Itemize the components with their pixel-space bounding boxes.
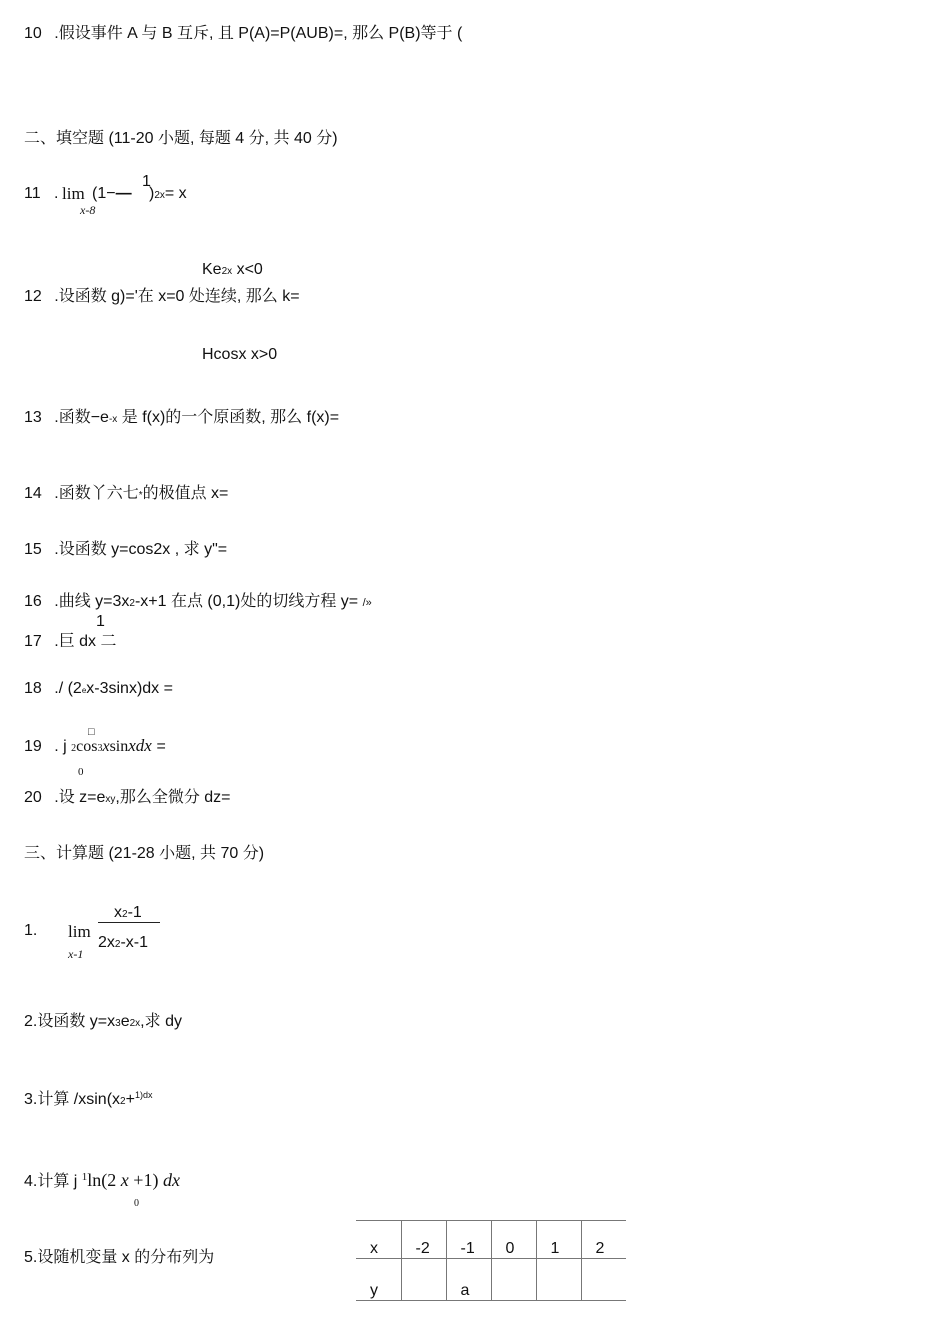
q19-x: x [102, 738, 110, 755]
q14-sub: * [138, 490, 143, 501]
c1-denom-b: -x-1 [120, 934, 149, 951]
q19-sub2: 2 [71, 743, 77, 754]
q16-tail: /» [362, 597, 372, 609]
q17-top: 1 [96, 613, 105, 630]
question-text: .巨 dx 二 [54, 633, 117, 650]
q11-rest: = x [164, 185, 187, 202]
c4-x: x [120, 1170, 129, 1190]
calc-2 [24, 1012, 182, 1032]
q11-expression [92, 184, 132, 204]
question-14 [24, 484, 228, 504]
q16-b: -x+1 在点 (0,1)处的切线方程 y= [134, 593, 363, 610]
c2-b: e [120, 1013, 130, 1030]
question-number: 19 [24, 738, 42, 755]
q19-sin: sin [109, 738, 129, 755]
question-text [54, 593, 372, 610]
c2-c: ,求 dy [140, 1013, 182, 1030]
question-number: 11 [24, 185, 41, 202]
c2-a: 2.设函数 y=x [24, 1013, 116, 1030]
q12-case-2: Hcosx x>0 [202, 346, 278, 363]
q18-a: ./ (2 [54, 680, 82, 697]
q13-b: 是 f(x)的一个原函数, 那么 f(x)= [117, 409, 340, 426]
question-number: 16 [24, 593, 42, 610]
question-text [54, 485, 228, 502]
c2-sub2: 2x [129, 1018, 141, 1029]
table-cell: y [356, 1259, 401, 1301]
q19-upper-limit: □ [88, 726, 95, 738]
calc-1-fraction-line [98, 922, 160, 923]
question-number: 17 [24, 633, 42, 650]
table-cell [491, 1259, 536, 1301]
question-17 [24, 632, 117, 652]
c2-sub1: 3 [115, 1018, 121, 1029]
q11-numerator: 1 [142, 173, 151, 190]
question-12 [24, 287, 300, 307]
table-cell [581, 1259, 626, 1301]
question-number: 14 [24, 485, 42, 502]
q12-case-1-b: x<0 [232, 261, 263, 278]
table-cell: x [356, 1221, 401, 1259]
q20-sub: xy [105, 794, 116, 805]
q12-case-1 [202, 260, 263, 280]
table-row [356, 1259, 626, 1301]
c3-sub: 2 [120, 1096, 126, 1107]
q11-open: (1− [92, 185, 116, 202]
c4-a: 4.计算 j [24, 1173, 82, 1190]
c4-d: +1) [128, 1170, 163, 1190]
q16-a: .曲线 y=3x [54, 593, 130, 610]
question-15 [24, 540, 227, 560]
c1-denom-sub: 2 [114, 939, 121, 950]
q13-a: .函数−e [54, 409, 109, 426]
q19-cos: cos [76, 738, 98, 755]
calc-1-numerator [114, 903, 142, 923]
question-13 [24, 408, 339, 428]
c1-numer-sub: 2 [122, 909, 128, 920]
section-3-title: 三、计算题 (21-28 小题, 共 70 分) [24, 845, 265, 862]
distribution-table [356, 1220, 626, 1301]
question-number: 13 [24, 409, 42, 426]
question-number: 10 [24, 25, 42, 42]
question-text [54, 738, 165, 755]
calc-1-number: 1. [24, 922, 38, 939]
q19-eq: = [151, 738, 166, 755]
table-cell: 0 [491, 1221, 536, 1259]
table-cell: 1 [536, 1221, 581, 1259]
q11-lim: lim [62, 184, 85, 203]
question-text: .设函数 y=cos2x , 求 y"= [54, 541, 228, 558]
q13-sub: -x [108, 414, 118, 425]
question-11 [24, 184, 41, 204]
q19-sub3: 3 [97, 743, 103, 754]
c4-b: ln(2 [87, 1170, 121, 1190]
q18-sub: e [81, 686, 87, 695]
table-cell: -1 [446, 1221, 491, 1259]
q19-a: . j [54, 738, 72, 755]
question-number: 18 [24, 680, 42, 697]
c4-dx: dx [162, 1170, 180, 1190]
c1-numer-a: x [114, 904, 122, 921]
question-number: 20 [24, 789, 42, 806]
c1-denom-a: 2x [98, 934, 115, 951]
q11-close: ) [149, 185, 155, 202]
q14-b: 的极值点 x= [142, 485, 229, 502]
q11-dot: . [54, 185, 59, 202]
c4-sup: 1 [81, 1171, 88, 1183]
question-text [54, 789, 230, 806]
c3-b: + [125, 1091, 135, 1108]
calc-1-lim: lim [68, 922, 91, 941]
question-20 [24, 788, 231, 808]
table-cell: 2 [581, 1221, 626, 1259]
table-cell: a [446, 1259, 491, 1301]
question-text [54, 409, 339, 426]
calc-4-lower-limit: 0 [134, 1198, 139, 1209]
question-number: 12 [24, 288, 42, 305]
c1-numer-b: -1 [127, 904, 142, 921]
calc-1-denominator [98, 933, 148, 953]
q18-b: x-3sinx)dx = [86, 680, 173, 697]
question-text: .假设事件 A 与 B 互斥, 且 P(A)=P(AUB)=, 那么 P(B)等于 ( [54, 25, 463, 42]
question-19 [24, 736, 166, 757]
c3-a: 3.计算 /xsin(x [24, 1091, 121, 1108]
q16-sub: 2 [129, 598, 135, 609]
q20-b: ,那么全微分 dz= [115, 789, 231, 806]
q11-exponent: 2x [154, 190, 165, 201]
section-2-title: 二、填空题 (11-20 小题, 每题 4 分, 共 40 分) [24, 130, 338, 147]
q19-lower-limit: 0 [78, 766, 84, 778]
table-cell [401, 1259, 446, 1301]
calc-3 [24, 1090, 152, 1111]
q14-a: .函数丫六七 [54, 485, 139, 502]
calc-5: 5.设随机变量 x 的分布列为 [24, 1249, 215, 1266]
question-18 [24, 679, 173, 699]
c3-sup: 1)dx [134, 1090, 153, 1100]
table-cell [536, 1259, 581, 1301]
question-text [54, 680, 173, 697]
question-10 [24, 24, 462, 44]
q11-fraction-bar: — [115, 185, 132, 202]
q19-xdx: xdx [128, 736, 152, 755]
table-row [356, 1221, 626, 1259]
question-text: .设函数 g)='在 x=0 处连续, 那么 k= [54, 288, 300, 305]
q12-case-1-a: Ke [202, 261, 222, 278]
q12-case-1-exp: 2x [221, 266, 233, 277]
table-cell: -2 [401, 1221, 446, 1259]
q20-a: .设 z=e [54, 789, 106, 806]
question-16 [24, 592, 372, 613]
calc-1-lim-sub: x-1 [68, 947, 84, 961]
question-number: 15 [24, 541, 42, 558]
calc-4 [24, 1170, 180, 1193]
q11-lim-sub: x-8 [80, 203, 96, 217]
q11-tail [149, 184, 187, 204]
